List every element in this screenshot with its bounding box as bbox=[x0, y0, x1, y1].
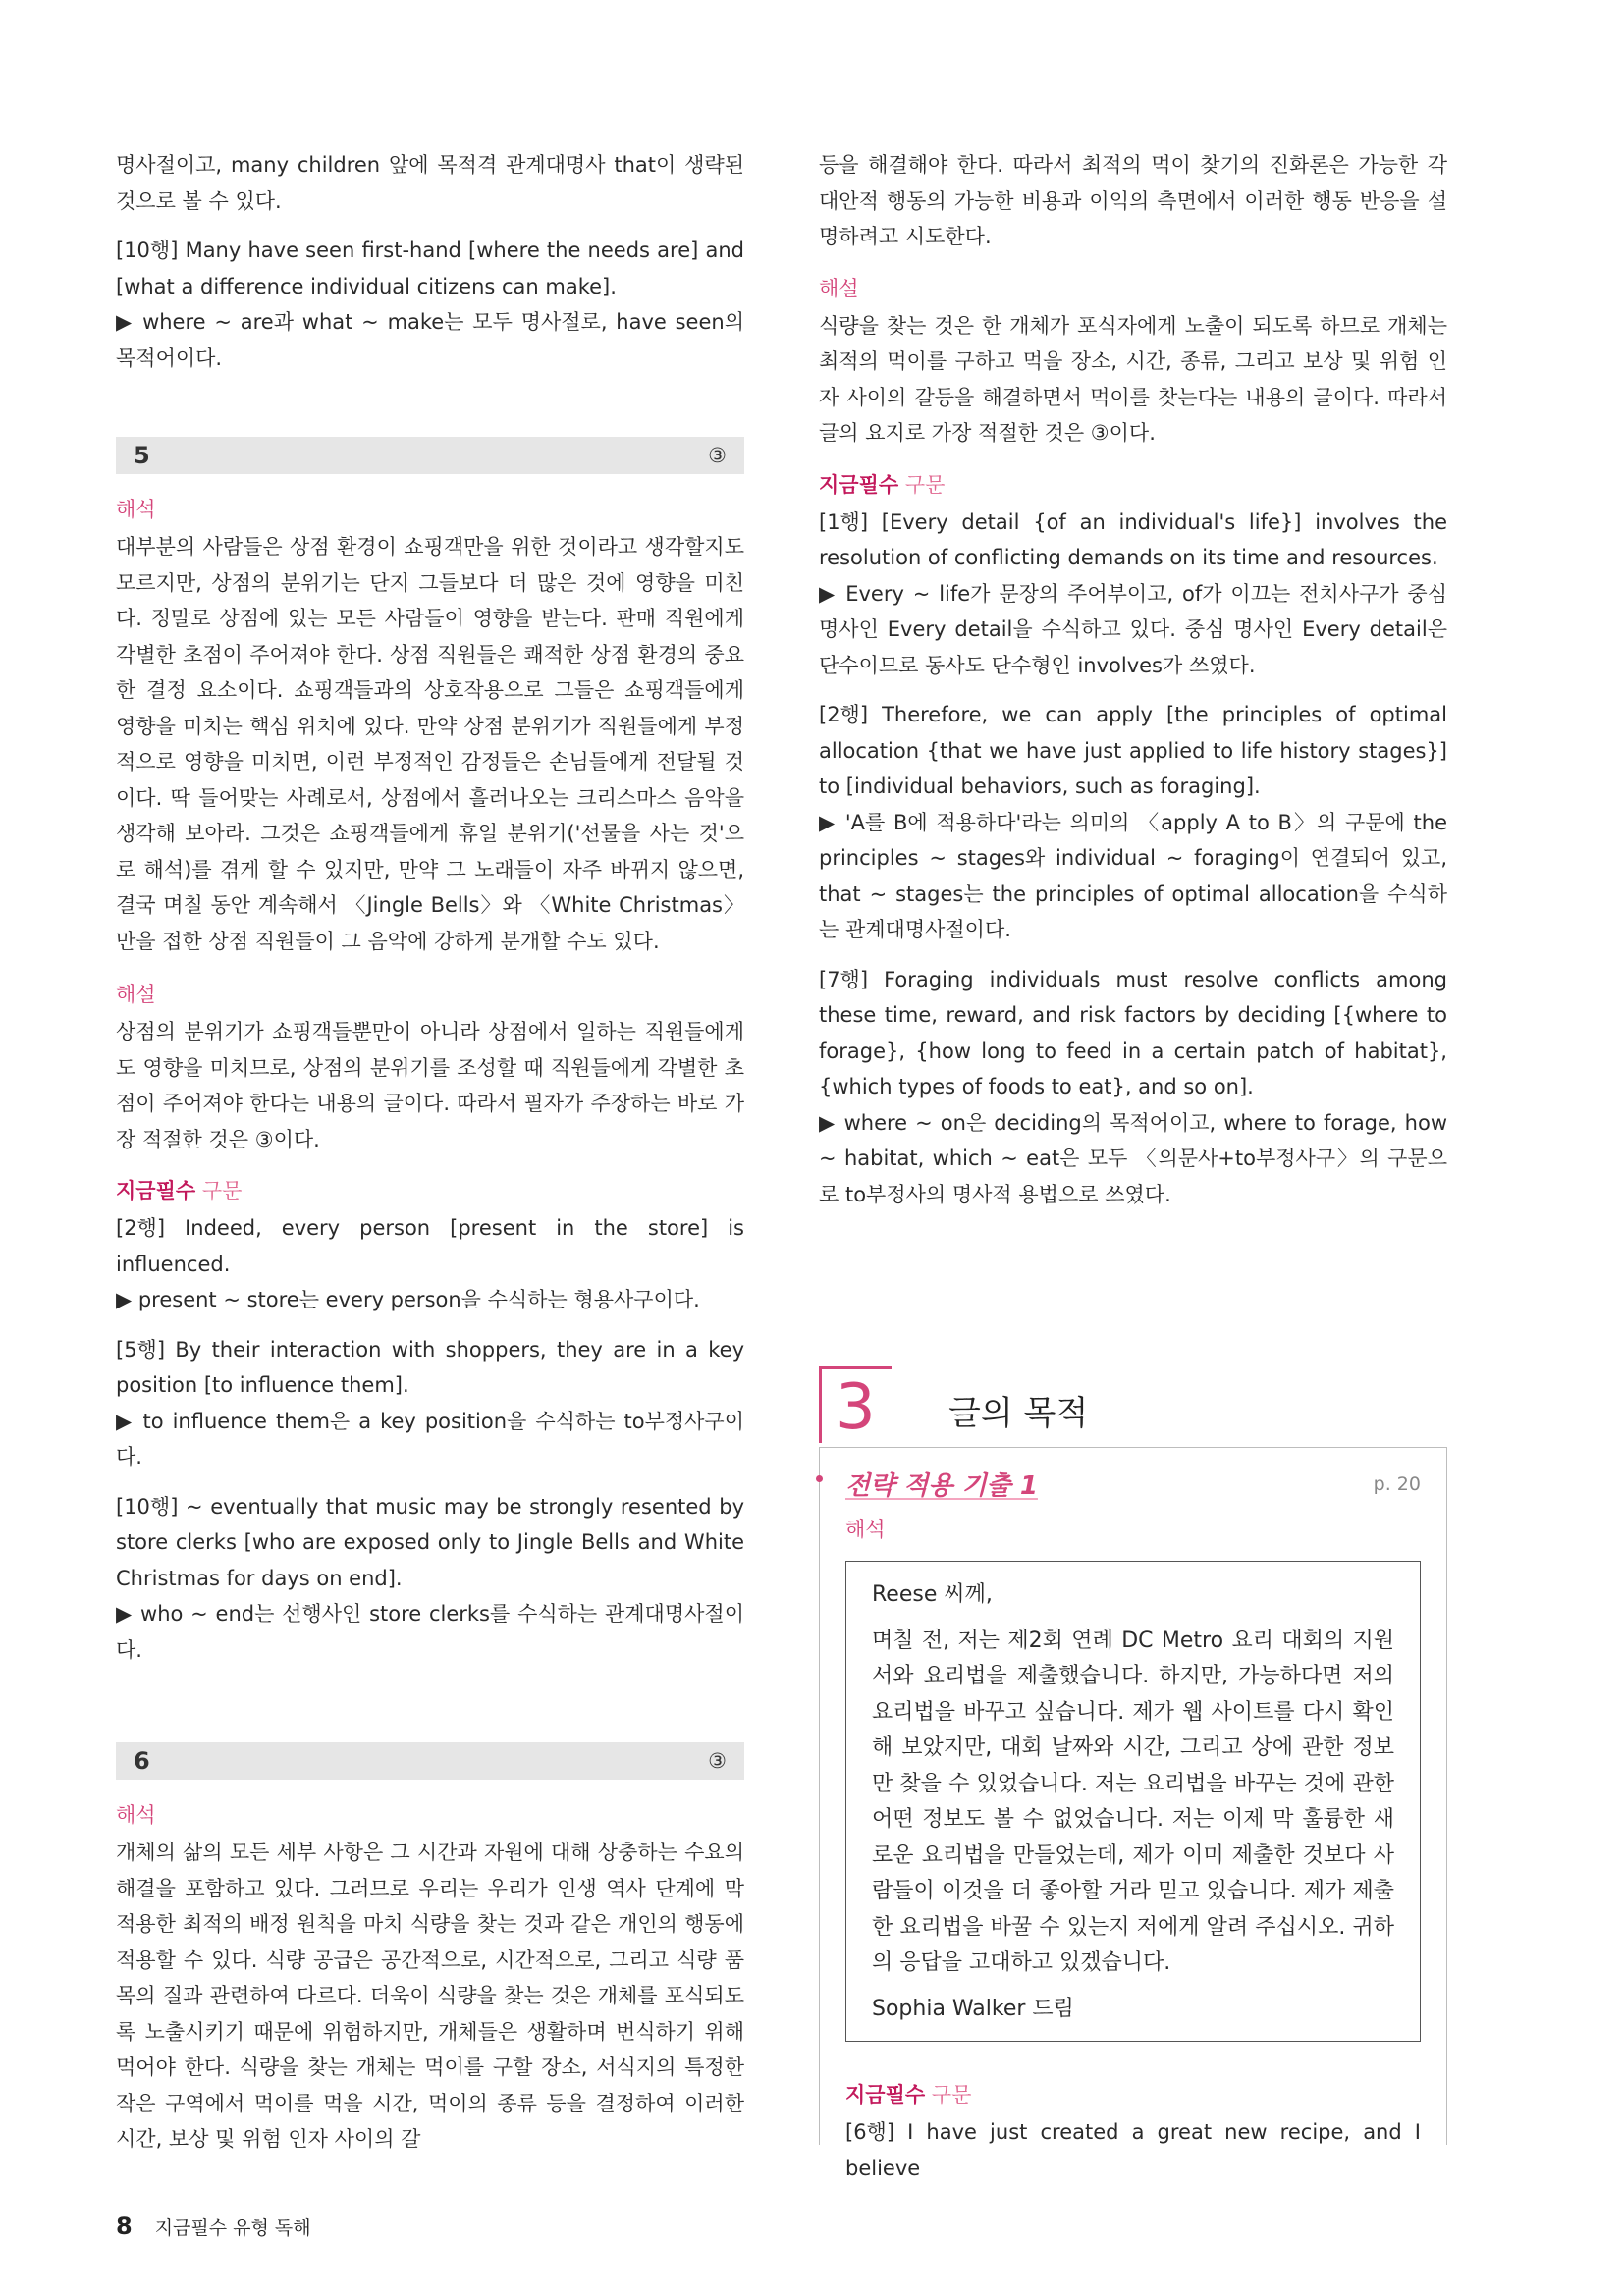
left-column bbox=[116, 147, 744, 2158]
translation-label: 해석 bbox=[845, 1518, 886, 1541]
syntax-note: ▶ where ~ are과 what ~ make는 모두 명사절로, have seen의 목적어이다. bbox=[116, 310, 744, 370]
syntax-sentence: [10행] Many have seen first-hand [where the needs are] and [what a difference individual citizens can make]. bbox=[116, 239, 744, 298]
syntax-heading: 지금필수 구문 bbox=[819, 472, 946, 497]
syntax-note: ▶ 'A를 B에 적용하다'라는 의미의 〈apply A to B〉의 구문에 the principles ~ stages와 individual ~ foraging이 연결되어 있고, that ~ stages는 the principles of optimal allocation을 수식하는 관계대명사절이다. bbox=[819, 810, 1447, 941]
letter-body: 며칠 전, 저는 제2회 연례 DC Metro 요리 대회의 지원서와 요리법을 제출했습니다. 하지만, 가능하다면 저의 요리법을 바꾸고 싶습니다. 제가 웹 사이트를 다시 확인해 보았지만, 대회 날짜와 시간, 그리고 상에 관한 정보만 찾을 수 있었습니다. 저는 요리법을 바꾸는 것에 관한 어떤 정보도 볼 수 없었습니다. 저는 이제 막 훌륭한 새로운 요리법을 만들었는데, 제가 이미 제출한 것보다 사람들이 이것을 더 좋아할 거라 믿고 있습니다. 제가 제출한 요리법을 바꿀 수 있는지 저에게 알려 주십시오. 귀하의 응답을 고대하고 있겠습니다. bbox=[872, 1628, 1394, 1975]
answer-mark: ③ bbox=[708, 1749, 727, 1773]
question-bar-5 bbox=[116, 437, 744, 474]
translation-continued: 등을 해결해야 한다. 따라서 최적의 먹이 찾기의 진화론은 가능한 각 대안적 행동의 가능한 비용과 이익의 측면에서 이러한 행동 반응을 설명하려고 시도한다. bbox=[819, 153, 1447, 248]
question-number: 6 bbox=[134, 1747, 150, 1775]
syntax-sentence: [7행] Foraging individuals must resolve conflicts among these time, reward, and risk factors by deciding [{where to forage}, {how long to feed in a certain patch of habitat}, {which types of foods to eat}, and so on]. bbox=[819, 967, 1447, 1098]
question-bar-6 bbox=[116, 1742, 744, 1780]
syntax-heading: 지금필수 구문 bbox=[845, 2083, 972, 2107]
strategy-header bbox=[845, 1466, 1421, 1502]
syntax-note: ▶ who ~ end는 선행사인 store clerks를 수식하는 관계대명사절이다. bbox=[116, 1602, 744, 1662]
section-header bbox=[819, 1366, 1447, 1445]
syntax-note: ▶ to influence them은 a key position을 수식하는 to부정사구이다. bbox=[116, 1409, 744, 1468]
syntax-sentence: [2행] Therefore, we can apply [the principles of optimal allocation {that we have just applied to life history stages}] to [individual behaviors, such as foraging]. bbox=[819, 703, 1447, 798]
answer-mark: ③ bbox=[708, 444, 727, 467]
question-number: 5 bbox=[134, 442, 150, 469]
syntax-note: ▶ Every ~ life가 문장의 주어부이고, of가 이끄는 전치사구가 중심 명사인 Every detail을 수식하고 있다. 중심 명사인 Every detail은 단수이므로 동사도 단수형인 involves가 쓰였다. bbox=[819, 581, 1447, 677]
syntax-sentence: [10행] ~ eventually that music may be strongly resented by store clerks [who are exposed only to Jingle Bells and White Christmas for days on end]. bbox=[116, 1494, 744, 1590]
translation-text: 대부분의 사람들은 상점 환경이 쇼핑객만을 위한 것이라고 생각할지도 모르지만, 상점의 분위기는 단지 그들보다 더 많은 것에 영향을 미친다. 정말로 상점에 있는 모든 사람들이 영향을 받는다. 판매 직원에게 각별한 초점이 주어져야 한다. 상점 직원들은 쾌적한 상점 환경의 중요한 결정 요소이다. 쇼핑객들과의 상호작용으로 그들은 쇼핑객들에게 영향을 미치는 핵심 위치에 있다. 만약 상점 분위기가 직원들에게 부정적으로 영향을 미치면, 이런 부정적인 감정들은 손님들에게 전달될 것이다. 딱 들어맞는 사례로서, 상점에서 흘러나오는 크리스마스 음악을 생각해 보아라. 그것은 쇼핑객들에게 휴일 분위기('선물을 사는 것'으로 해석)를 겪게 할 수 있지만, 만약 그 노래들이 자주 바뀌지 않으면, 결국 며칠 동안 계속해서 〈Jingle Bells〉와 〈White Christmas〉만을 접한 상점 직원들이 그 음악에 강하게 분개할 수도 있다. bbox=[116, 535, 744, 953]
syntax-note: ▶ where ~ on은 deciding의 목적어이고, where to forage, how ~ habitat, which ~ eat은 모두 〈의문사+to부정사구〉의 구문으로 to부정사의 명사적 용법으로 쓰였다. bbox=[819, 1110, 1447, 1206]
explanation-text: 상점의 분위기가 쇼핑객들뿐만이 아니라 상점에서 일하는 직원들에게도 영향을 미치므로, 상점의 분위기를 조성할 때 직원들에게 각별한 초점이 주어져야 한다는 내용의 글이다. 따라서 필자가 주장하는 바로 가장 적절한 것은 ③이다. bbox=[116, 1020, 744, 1151]
translation-text: 개체의 삶의 모든 세부 사항은 그 시간과 자원에 대해 상충하는 수요의 해결을 포함하고 있다. 그러므로 우리는 우리가 인생 역사 단계에 막 적용한 최적의 배정 원칙을 마치 식량을 찾는 것과 같은 개인의 행동에 적용할 수 있다. 식량 공급은 공간적으로, 시간적으로, 그리고 식량 품목의 질과 관련하여 다르다. 더욱이 식량을 찾는 것은 개체를 포식되도록 노출시키기 때문에 위험하지만, 개체들은 생활하며 번식하기 위해 먹어야 한다. 식량을 찾는 개체는 먹이를 구할 장소, 서식지의 특정한 작은 구역에서 먹이를 먹을 시간, 먹이의 종류 등을 결정하여 이러한 시간, 보상 및 위험 인자 사이의 갈 bbox=[116, 1841, 744, 2151]
syntax-sentence: [1행] [Every detail {of an individual's life}] involves the resolution of conflicting demands on its time and resources. bbox=[819, 509, 1447, 569]
syntax-sentence: [6행] I have just created a great new recipe, and I believe bbox=[845, 2120, 1421, 2180]
syntax-sentence: [2행] Indeed, every person [present in the store] is influenced. bbox=[116, 1216, 744, 1276]
translation-label: 해석 bbox=[116, 1803, 156, 1827]
carryover-paragraph: 명사절이고, many children 앞에 목적격 관계대명사 that이 생략된 것으로 볼 수 있다. bbox=[116, 153, 744, 213]
letter-signoff: Sophia Walker 드림 bbox=[872, 1996, 1074, 2021]
page-reference: p. 20 bbox=[1373, 1472, 1421, 1495]
section-number: 3 bbox=[819, 1366, 892, 1443]
book-title: 지금필수 유형 독해 bbox=[154, 2217, 311, 2239]
letter-box bbox=[845, 1561, 1421, 2042]
right-column bbox=[819, 147, 1447, 1212]
bullet-dot-icon bbox=[816, 1475, 823, 1482]
explanation-label: 해설 bbox=[819, 276, 859, 300]
strategy-title: 전략 적용 기출 1 bbox=[845, 1471, 1038, 1501]
syntax-heading: 지금필수 구문 bbox=[116, 1179, 243, 1202]
strategy-box bbox=[819, 1447, 1447, 2180]
translation-label: 해석 bbox=[116, 498, 156, 521]
syntax-note: ▶ present ~ store는 every person을 수식하는 형용사구이다. bbox=[116, 1288, 700, 1311]
syntax-sentence: [5행] By their interaction with shoppers, they are in a key position [to influence them]. bbox=[116, 1337, 744, 1397]
letter-greeting: Reese 씨께, bbox=[872, 1582, 993, 1607]
page-number: 8 bbox=[116, 2213, 133, 2240]
explanation-label: 해설 bbox=[116, 983, 156, 1006]
section-3 bbox=[819, 1366, 1447, 2180]
explanation-text: 식량을 찾는 것은 한 개체가 포식자에게 노출이 되도록 하므로 개체는 최적의 먹이를 구하고 먹을 장소, 시간, 종류, 그리고 보상 및 위험 인자 사이의 갈등을 해결하면서 먹이를 찾는다는 내용의 글이다. 따라서 글의 요지로 가장 적절한 것은 ③이다. bbox=[819, 313, 1447, 445]
section-title: 글의 목적 bbox=[948, 1394, 1089, 1433]
page-footer bbox=[116, 2213, 311, 2240]
